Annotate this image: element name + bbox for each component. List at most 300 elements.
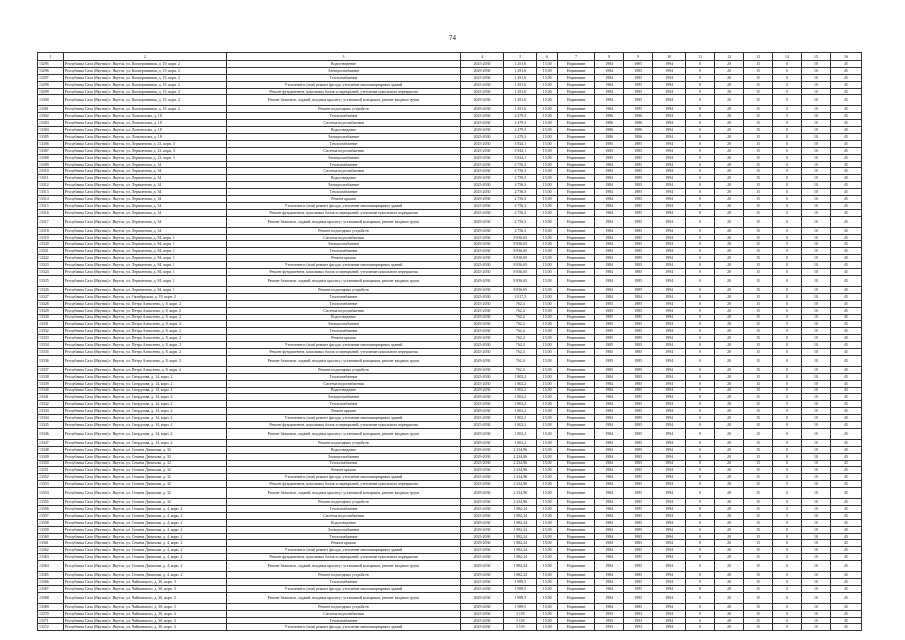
value-cell: 0	[686, 342, 715, 349]
address-cell: Республика Саха (Якутия) г. Якутск, ул. Петра Алексеева, д. 8, корп. 2	[63, 300, 226, 307]
table-row	[38, 248, 862, 255]
value-cell: 10	[801, 189, 830, 196]
area-cell: 1 882,24	[504, 540, 537, 547]
value-cell: 0	[772, 95, 801, 106]
value-cell: 1985	[624, 67, 653, 74]
work-type-cell: Система водоснабжения	[227, 512, 461, 519]
term-cell: 15,00	[537, 394, 558, 401]
value-cell: 15	[744, 67, 773, 74]
value-cell: 20	[715, 275, 744, 286]
value-cell: 1984	[595, 196, 624, 203]
value-cell: 1984	[595, 408, 624, 415]
value-cell: 15	[744, 168, 773, 175]
value-cell: 0	[686, 554, 715, 561]
value-cell: 0	[772, 293, 801, 300]
period-cell: 2029-2030	[460, 154, 503, 161]
period-cell: 2025-2030	[460, 585, 503, 592]
value-cell: 45	[830, 519, 861, 526]
area-cell: 2 756,3	[504, 161, 537, 168]
value-cell: 0	[772, 355, 801, 366]
value-cell: 0	[686, 168, 715, 175]
source-cell: Нормативн	[558, 321, 595, 328]
work-type-cell: Водоотведение	[227, 61, 461, 68]
value-cell: 1994	[653, 335, 686, 342]
period-cell: 2029-2030	[460, 67, 503, 74]
term-cell: 15,00	[537, 439, 558, 446]
value-cell: 1994	[653, 585, 686, 592]
term-cell: 15,00	[537, 467, 558, 474]
value-cell: 20	[715, 196, 744, 203]
period-cell: 2029-2030	[460, 408, 503, 415]
table-row	[38, 234, 862, 241]
value-cell: 0	[772, 209, 801, 216]
term-cell: 15,00	[537, 134, 558, 141]
address-cell: Республика Саха (Якутия) г. Якутск, ул. Лермонтова, д. 84, корп. 1	[63, 286, 226, 293]
area-cell: 1 802,2	[504, 439, 537, 446]
value-cell: 1984	[595, 269, 624, 276]
value-cell: 1994	[653, 234, 686, 241]
term-cell: 15,00	[537, 67, 558, 74]
table-row	[38, 519, 862, 526]
value-cell: 1985	[595, 342, 624, 349]
address-cell: Республика Саха (Якутия) г. Якутск, ул. Ломоносова, д. 18	[63, 120, 226, 127]
value-cell: 45	[830, 512, 861, 519]
value-cell: 45	[830, 488, 861, 499]
area-cell: 1 291,6	[504, 67, 537, 74]
value-cell: 20	[715, 202, 744, 209]
value-cell: 15	[744, 624, 773, 631]
table-row	[38, 394, 862, 401]
value-cell: 20	[715, 355, 744, 366]
value-cell: 10	[801, 154, 830, 161]
value-cell: 1984	[595, 421, 624, 428]
term-cell: 15,00	[537, 348, 558, 355]
term-cell: 15,00	[537, 328, 558, 335]
value-cell: 1994	[653, 314, 686, 321]
value-cell: 0	[686, 428, 715, 439]
term-cell: 15,00	[537, 61, 558, 68]
source-cell: Нормативн	[558, 113, 595, 120]
value-cell: 1994	[653, 373, 686, 380]
value-cell: 0	[686, 196, 715, 203]
value-cell: 1984	[595, 415, 624, 422]
value-cell: 10	[801, 216, 830, 227]
row-id: 13300	[38, 95, 64, 106]
area-cell: 762,4	[504, 342, 537, 349]
term-cell: 15,00	[537, 269, 558, 276]
area-cell: 8 836,65	[504, 262, 537, 269]
area-cell: 762,4	[504, 328, 537, 335]
source-cell: Нормативн	[558, 554, 595, 561]
value-cell: 0	[772, 255, 801, 262]
work-type-cell: Электроснабжение	[227, 67, 461, 74]
source-cell: Нормативн	[558, 182, 595, 189]
value-cell: 1985	[624, 428, 653, 439]
value-cell: 45	[830, 439, 861, 446]
period-cell: 2025-2030	[460, 610, 503, 617]
value-cell: 20	[715, 147, 744, 154]
value-cell: 15	[744, 147, 773, 154]
row-id: 13306	[38, 140, 64, 147]
column-header: 15	[801, 53, 830, 61]
work-type-cell: Система водоснабжения	[227, 120, 461, 127]
area-cell: 1 882,24	[504, 554, 537, 561]
value-cell: 0	[686, 182, 715, 189]
value-cell: 1985	[624, 366, 653, 373]
value-cell: 15	[744, 154, 773, 161]
period-cell: 2025-2030	[460, 189, 503, 196]
term-cell: 15,00	[537, 547, 558, 554]
value-cell: 1984	[595, 540, 624, 547]
value-cell: 0	[772, 474, 801, 481]
term-cell: 15,00	[537, 106, 558, 113]
address-cell: Республика Саха (Якутия) г. Якутск, ул. Петра Алексеева, д. 8, корп. 2	[63, 314, 226, 321]
value-cell: 15	[744, 488, 773, 499]
term-cell: 15,00	[537, 428, 558, 439]
term-cell: 15,00	[537, 585, 558, 592]
period-cell: 2025-2030	[460, 161, 503, 168]
value-cell: 1994	[653, 202, 686, 209]
period-cell: 2025-2030	[460, 209, 503, 216]
value-cell: 10	[801, 579, 830, 586]
value-cell: 15	[744, 572, 773, 579]
value-cell: 45	[830, 421, 861, 428]
value-cell: 15	[744, 348, 773, 355]
value-cell: 15	[744, 255, 773, 262]
value-cell: 20	[715, 269, 744, 276]
row-id: 13342	[38, 401, 64, 408]
source-cell: Нормативн	[558, 547, 595, 554]
table-row	[38, 175, 862, 182]
value-cell: 1994	[653, 189, 686, 196]
source-cell: Нормативн	[558, 286, 595, 293]
table-row	[38, 189, 862, 196]
value-cell: 1985	[624, 488, 653, 499]
value-cell: 20	[715, 154, 744, 161]
value-cell: 1994	[653, 572, 686, 579]
value-cell: 45	[830, 617, 861, 624]
table-row	[38, 161, 862, 168]
value-cell: 0	[772, 401, 801, 408]
value-cell: 0	[772, 610, 801, 617]
source-cell: Нормативн	[558, 67, 595, 74]
table-row	[38, 300, 862, 307]
work-type-cell: Ремонт подъездных устройств	[227, 439, 461, 446]
table-row	[38, 134, 862, 141]
period-cell: 2025-2030	[460, 421, 503, 428]
value-cell: 1985	[624, 348, 653, 355]
work-type-cell: Ремонт крыши	[227, 196, 461, 203]
row-id: 13341	[38, 394, 64, 401]
value-cell: 20	[715, 127, 744, 134]
value-cell: 20	[715, 262, 744, 269]
source-cell: Нормативн	[558, 234, 595, 241]
value-cell: 15	[744, 227, 773, 234]
value-cell: 1994	[653, 140, 686, 147]
address-cell: Республика Саха (Якутия) г. Якутск, ул. Семена Данилова, д. 4, корп. 2	[63, 519, 226, 526]
value-cell: 15	[744, 182, 773, 189]
row-id: 13336	[38, 355, 64, 366]
address-cell: Республика Саха (Якутия) г. Якутск, ул. Кооперативная, д. 19, корп. 2	[63, 61, 226, 68]
term-cell: 15,00	[537, 248, 558, 255]
value-cell: 45	[830, 401, 861, 408]
period-cell: 2029-2030	[460, 196, 503, 203]
row-id: 13329	[38, 307, 64, 314]
term-cell: 15,00	[537, 234, 558, 241]
value-cell: 1985	[624, 209, 653, 216]
value-cell: 15	[744, 209, 773, 216]
value-cell: 0	[772, 460, 801, 467]
value-cell: 0	[772, 526, 801, 533]
source-cell: Нормативн	[558, 348, 595, 355]
value-cell: 10	[801, 140, 830, 147]
area-cell: 1 291,6	[504, 88, 537, 95]
value-cell: 0	[772, 81, 801, 88]
source-cell: Нормативн	[558, 140, 595, 147]
value-cell: 1985	[624, 512, 653, 519]
address-cell: Республика Саха (Якутия) г. Якутск, ул. Петра Алексеева, д. 8, корп. 2	[63, 328, 226, 335]
value-cell: 1984	[595, 74, 624, 81]
column-header: 14	[772, 53, 801, 61]
value-cell: 1994	[653, 561, 686, 572]
value-cell: 1994	[653, 342, 686, 349]
row-id: 13354	[38, 488, 64, 499]
column-header: 8	[595, 53, 624, 61]
value-cell: 10	[801, 460, 830, 467]
value-cell: 0	[772, 196, 801, 203]
value-cell: 45	[830, 286, 861, 293]
value-cell: 1994	[653, 460, 686, 467]
value-cell: 10	[801, 512, 830, 519]
address-cell: Республика Саха (Якутия) г. Якутск, ул. Лермонтова, д. 34	[63, 202, 226, 209]
value-cell: 45	[830, 387, 861, 394]
address-cell: Республика Саха (Якутия) г. Якутск, ул. Семена Данилова, д. 4, корп. 2	[63, 505, 226, 512]
value-cell: 1985	[624, 88, 653, 95]
value-cell: 45	[830, 603, 861, 610]
value-cell: 45	[830, 561, 861, 572]
area-cell: 3 924,1	[504, 147, 537, 154]
value-cell: 10	[801, 342, 830, 349]
value-cell: 0	[772, 300, 801, 307]
value-cell: 0	[772, 561, 801, 572]
value-cell: 20	[715, 95, 744, 106]
address-cell: Республика Саха (Якутия) г. Якутск, ул. Ломоносова, д. 18	[63, 127, 226, 134]
value-cell: 45	[830, 95, 861, 106]
period-cell: 2029-2030	[460, 428, 503, 439]
source-cell: Нормативн	[558, 355, 595, 366]
value-cell: 0	[686, 401, 715, 408]
area-cell: 8 836,65	[504, 269, 537, 276]
value-cell: 1985	[624, 481, 653, 488]
area-cell: 1 882,24	[504, 547, 537, 554]
value-cell: 1985	[624, 380, 653, 387]
value-cell: 45	[830, 61, 861, 68]
value-cell: 1984	[595, 533, 624, 540]
value-cell: 15	[744, 373, 773, 380]
source-cell: Нормативн	[558, 269, 595, 276]
area-cell: 1 802,2	[504, 373, 537, 380]
row-id: 13362	[38, 547, 64, 554]
value-cell: 20	[715, 81, 744, 88]
value-cell: 1984	[624, 293, 653, 300]
value-cell: 1993	[624, 610, 653, 617]
period-cell: 2029-2030	[460, 95, 503, 106]
area-cell: 1 802,2	[504, 401, 537, 408]
period-cell: 2029-2030	[460, 366, 503, 373]
value-cell: 0	[772, 512, 801, 519]
source-cell: Нормативн	[558, 120, 595, 127]
area-cell: 2 479,3	[504, 127, 537, 134]
value-cell: 0	[686, 394, 715, 401]
table-row	[38, 387, 862, 394]
value-cell: 10	[801, 161, 830, 168]
source-cell: Нормативн	[558, 592, 595, 603]
value-cell: 0	[686, 147, 715, 154]
table-row	[38, 262, 862, 269]
period-cell: 2029-2030	[460, 540, 503, 547]
address-cell: Республика Саха (Якутия) г. Якутск, ул. Кооперативная, д. 19, корп. 2	[63, 88, 226, 95]
period-cell: 2029-2030	[460, 572, 503, 579]
work-type-cell: Ремонт балконов, лоджий, входных крылец с установкой козырьков, ремонт входных групп	[227, 488, 461, 499]
value-cell: 1985	[624, 189, 653, 196]
value-cell: 1985	[624, 408, 653, 415]
area-cell: 2 234,96	[504, 474, 537, 481]
value-cell: 10	[801, 255, 830, 262]
value-cell: 1993	[595, 617, 624, 624]
row-id: 13372	[38, 624, 64, 631]
work-type-cell: Ремонт крыши	[227, 255, 461, 262]
table-row	[38, 307, 862, 314]
source-cell: Нормативн	[558, 585, 595, 592]
row-id: 13314	[38, 196, 64, 203]
value-cell: 20	[715, 293, 744, 300]
value-cell: 1984	[595, 241, 624, 248]
value-cell: 0	[772, 335, 801, 342]
period-cell: 2025-2030	[460, 202, 503, 209]
value-cell: 10	[801, 610, 830, 617]
value-cell: 45	[830, 168, 861, 175]
value-cell: 0	[772, 127, 801, 134]
value-cell: 1984	[595, 373, 624, 380]
source-cell: Нормативн	[558, 127, 595, 134]
source-cell: Нормативн	[558, 168, 595, 175]
value-cell: 0	[772, 572, 801, 579]
row-id: 13295	[38, 61, 64, 68]
work-type-cell: Теплоснабжение	[227, 579, 461, 586]
value-cell: 15	[744, 275, 773, 286]
value-cell: 1984	[595, 175, 624, 182]
value-cell: 1985	[624, 175, 653, 182]
value-cell: 0	[686, 603, 715, 610]
value-cell: 0	[686, 488, 715, 499]
value-cell: 45	[830, 540, 861, 547]
value-cell: 0	[772, 175, 801, 182]
value-cell: 20	[715, 88, 744, 95]
value-cell: 1984	[595, 428, 624, 439]
area-cell: 2 234,96	[504, 460, 537, 467]
source-cell: Нормативн	[558, 603, 595, 610]
value-cell: 1984	[595, 474, 624, 481]
value-cell: 1993	[624, 624, 653, 631]
table-row	[38, 127, 862, 134]
value-cell: 1984	[595, 248, 624, 255]
address-cell: Республика Саха (Якутия) г. Якутск, ул. Семена Данилова, д. 32	[63, 453, 226, 460]
column-header: 4	[460, 53, 503, 61]
address-cell: Республика Саха (Якутия) г. Якутск, ул. Петра Алексеева, д. 8, корп. 2	[63, 342, 226, 349]
source-cell: Нормативн	[558, 300, 595, 307]
work-type-cell: Теплоснабжение	[227, 373, 461, 380]
term-cell: 15,00	[537, 505, 558, 512]
row-id: 13363	[38, 554, 64, 561]
row-id: 13321	[38, 248, 64, 255]
value-cell: 1984	[595, 467, 624, 474]
value-cell: 0	[772, 380, 801, 387]
value-cell: 1994	[653, 120, 686, 127]
value-cell: 1984	[595, 286, 624, 293]
area-cell: 762,4	[504, 321, 537, 328]
work-type-cell: Теплоснабжение	[227, 140, 461, 147]
period-cell: 2029-2030	[460, 439, 503, 446]
column-header: 11	[686, 53, 715, 61]
value-cell: 1986	[595, 120, 624, 127]
source-cell: Нормативн	[558, 342, 595, 349]
value-cell: 10	[801, 603, 830, 610]
value-cell: 15	[744, 106, 773, 113]
value-cell: 1985	[624, 328, 653, 335]
area-cell: 1 882,24	[504, 572, 537, 579]
value-cell: 20	[715, 387, 744, 394]
source-cell: Нормативн	[558, 474, 595, 481]
value-cell: 0	[686, 519, 715, 526]
address-cell: Республика Саха (Якутия) г. Якутск, ул. Лермонтова, д. 84, корп. 1	[63, 234, 226, 241]
table-row	[38, 488, 862, 499]
value-cell: 15	[744, 88, 773, 95]
row-id: 13345	[38, 421, 64, 428]
source-cell: Нормативн	[558, 293, 595, 300]
value-cell: 0	[772, 120, 801, 127]
table-row	[38, 342, 862, 349]
value-cell: 0	[686, 275, 715, 286]
source-cell: Нормативн	[558, 196, 595, 203]
area-cell: 2 234,96	[504, 481, 537, 488]
value-cell: 1994	[653, 328, 686, 335]
value-cell: 10	[801, 120, 830, 127]
table-row	[38, 348, 862, 355]
value-cell: 15	[744, 300, 773, 307]
period-cell: 2029-2030	[460, 394, 503, 401]
work-type-cell: Ремонт подъездных устройств	[227, 572, 461, 579]
value-cell: 1986	[624, 127, 653, 134]
value-cell: 20	[715, 255, 744, 262]
value-cell: 1985	[624, 248, 653, 255]
area-cell: 1 882,24	[504, 561, 537, 572]
value-cell: 15	[744, 262, 773, 269]
area-cell: 1 802,2	[504, 421, 537, 428]
address-cell: Республика Саха (Якутия) г. Якутск, ул. Семена Данилова, д. 32	[63, 488, 226, 499]
value-cell: 10	[801, 196, 830, 203]
table-row	[38, 355, 862, 366]
table-row	[38, 321, 862, 328]
value-cell: 1985	[624, 216, 653, 227]
address-cell: Республика Саха (Якутия) г. Якутск, ул. Свердлова, д. 14, корп. 2	[63, 394, 226, 401]
value-cell: 0	[686, 366, 715, 373]
row-id: 13327	[38, 293, 64, 300]
value-cell: 45	[830, 481, 861, 488]
value-cell: 1994	[653, 307, 686, 314]
value-cell: 45	[830, 262, 861, 269]
table-row	[38, 439, 862, 446]
value-cell: 45	[830, 321, 861, 328]
